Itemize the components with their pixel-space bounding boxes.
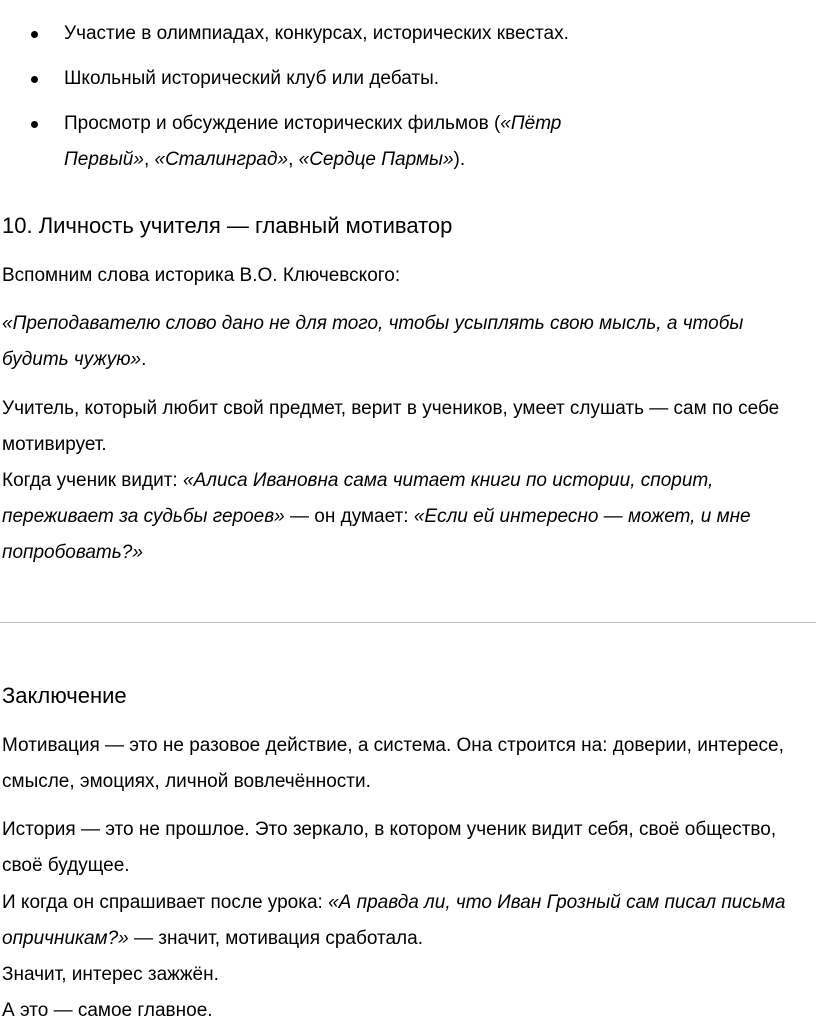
list-item-text: Школьный исторический клуб или дебаты. <box>64 68 439 89</box>
list-item <box>0 106 816 178</box>
paragraph: Учитель, который любит свой предмет, верит в учеников, умеет слушать — сам по себе мотивирует. <box>2 398 780 455</box>
quote-end: . <box>141 349 147 370</box>
list-item <box>0 61 816 97</box>
paragraph-text: Когда ученик видит: <box>2 470 183 491</box>
list-item <box>0 16 816 52</box>
paragraph <box>2 463 802 571</box>
section-heading: Заключение <box>2 683 127 708</box>
paragraph-text: — он думает: <box>284 506 414 527</box>
paragraph: А это — самое главное. <box>2 1000 213 1021</box>
bullet-list <box>0 16 816 187</box>
film-title: «Сердце Пармы» <box>298 149 454 170</box>
paragraph-text: — значит, мотивация сработала. <box>128 928 423 949</box>
intro-paragraph: Вспомним слова историка В.О. Ключевского: <box>2 265 401 286</box>
bullet-icon <box>31 76 38 83</box>
paragraph: История — это не прошлое. Это зеркало, в котором ученик видит себя, своё общество, своё будущее. <box>2 819 777 876</box>
bullet-icon <box>31 31 38 38</box>
list-item-suffix: ). <box>453 149 466 170</box>
quote-text: «Преподавателю слово дано не для того, чтобы усыплять свою мысль, а чтобы будить чужую» <box>2 313 744 370</box>
list-item-text: Просмотр и обсуждение исторических фильмов ( <box>64 113 501 134</box>
list-item-text: Участие в олимпиадах, конкурсах, исторических квестах. <box>64 23 569 44</box>
paragraph: Мотивация — это не разовое действие, а система. Она строится на: доверии, интересе, смысле, эмоциях, личной вовлечённости. <box>2 735 784 792</box>
paragraph-text: И когда он спрашивает после урока: <box>2 892 329 913</box>
paragraph: Значит, интерес зажжён. <box>2 964 219 985</box>
quote-text: «Алиса Ивановна сама читает книги по истории, спорит, переживает за судьбы героев» <box>2 470 714 527</box>
quote-text: «А правда ли, что Иван Грозный сам писал письма опричникам?» <box>2 892 786 949</box>
section-heading: 10. Личность учителя — главный мотиватор <box>2 213 453 238</box>
quote-text: «Если ей интересно — может, и мне попробовать?» <box>2 506 751 563</box>
bullet-icon <box>31 121 38 128</box>
paragraph <box>2 885 802 957</box>
quote-paragraph <box>2 306 772 378</box>
film-title: «Сталинград» <box>154 149 289 170</box>
separator: , <box>143 149 155 170</box>
divider <box>0 622 816 623</box>
separator: , <box>288 149 299 170</box>
film-title: «Пётр Первый» <box>64 113 562 170</box>
